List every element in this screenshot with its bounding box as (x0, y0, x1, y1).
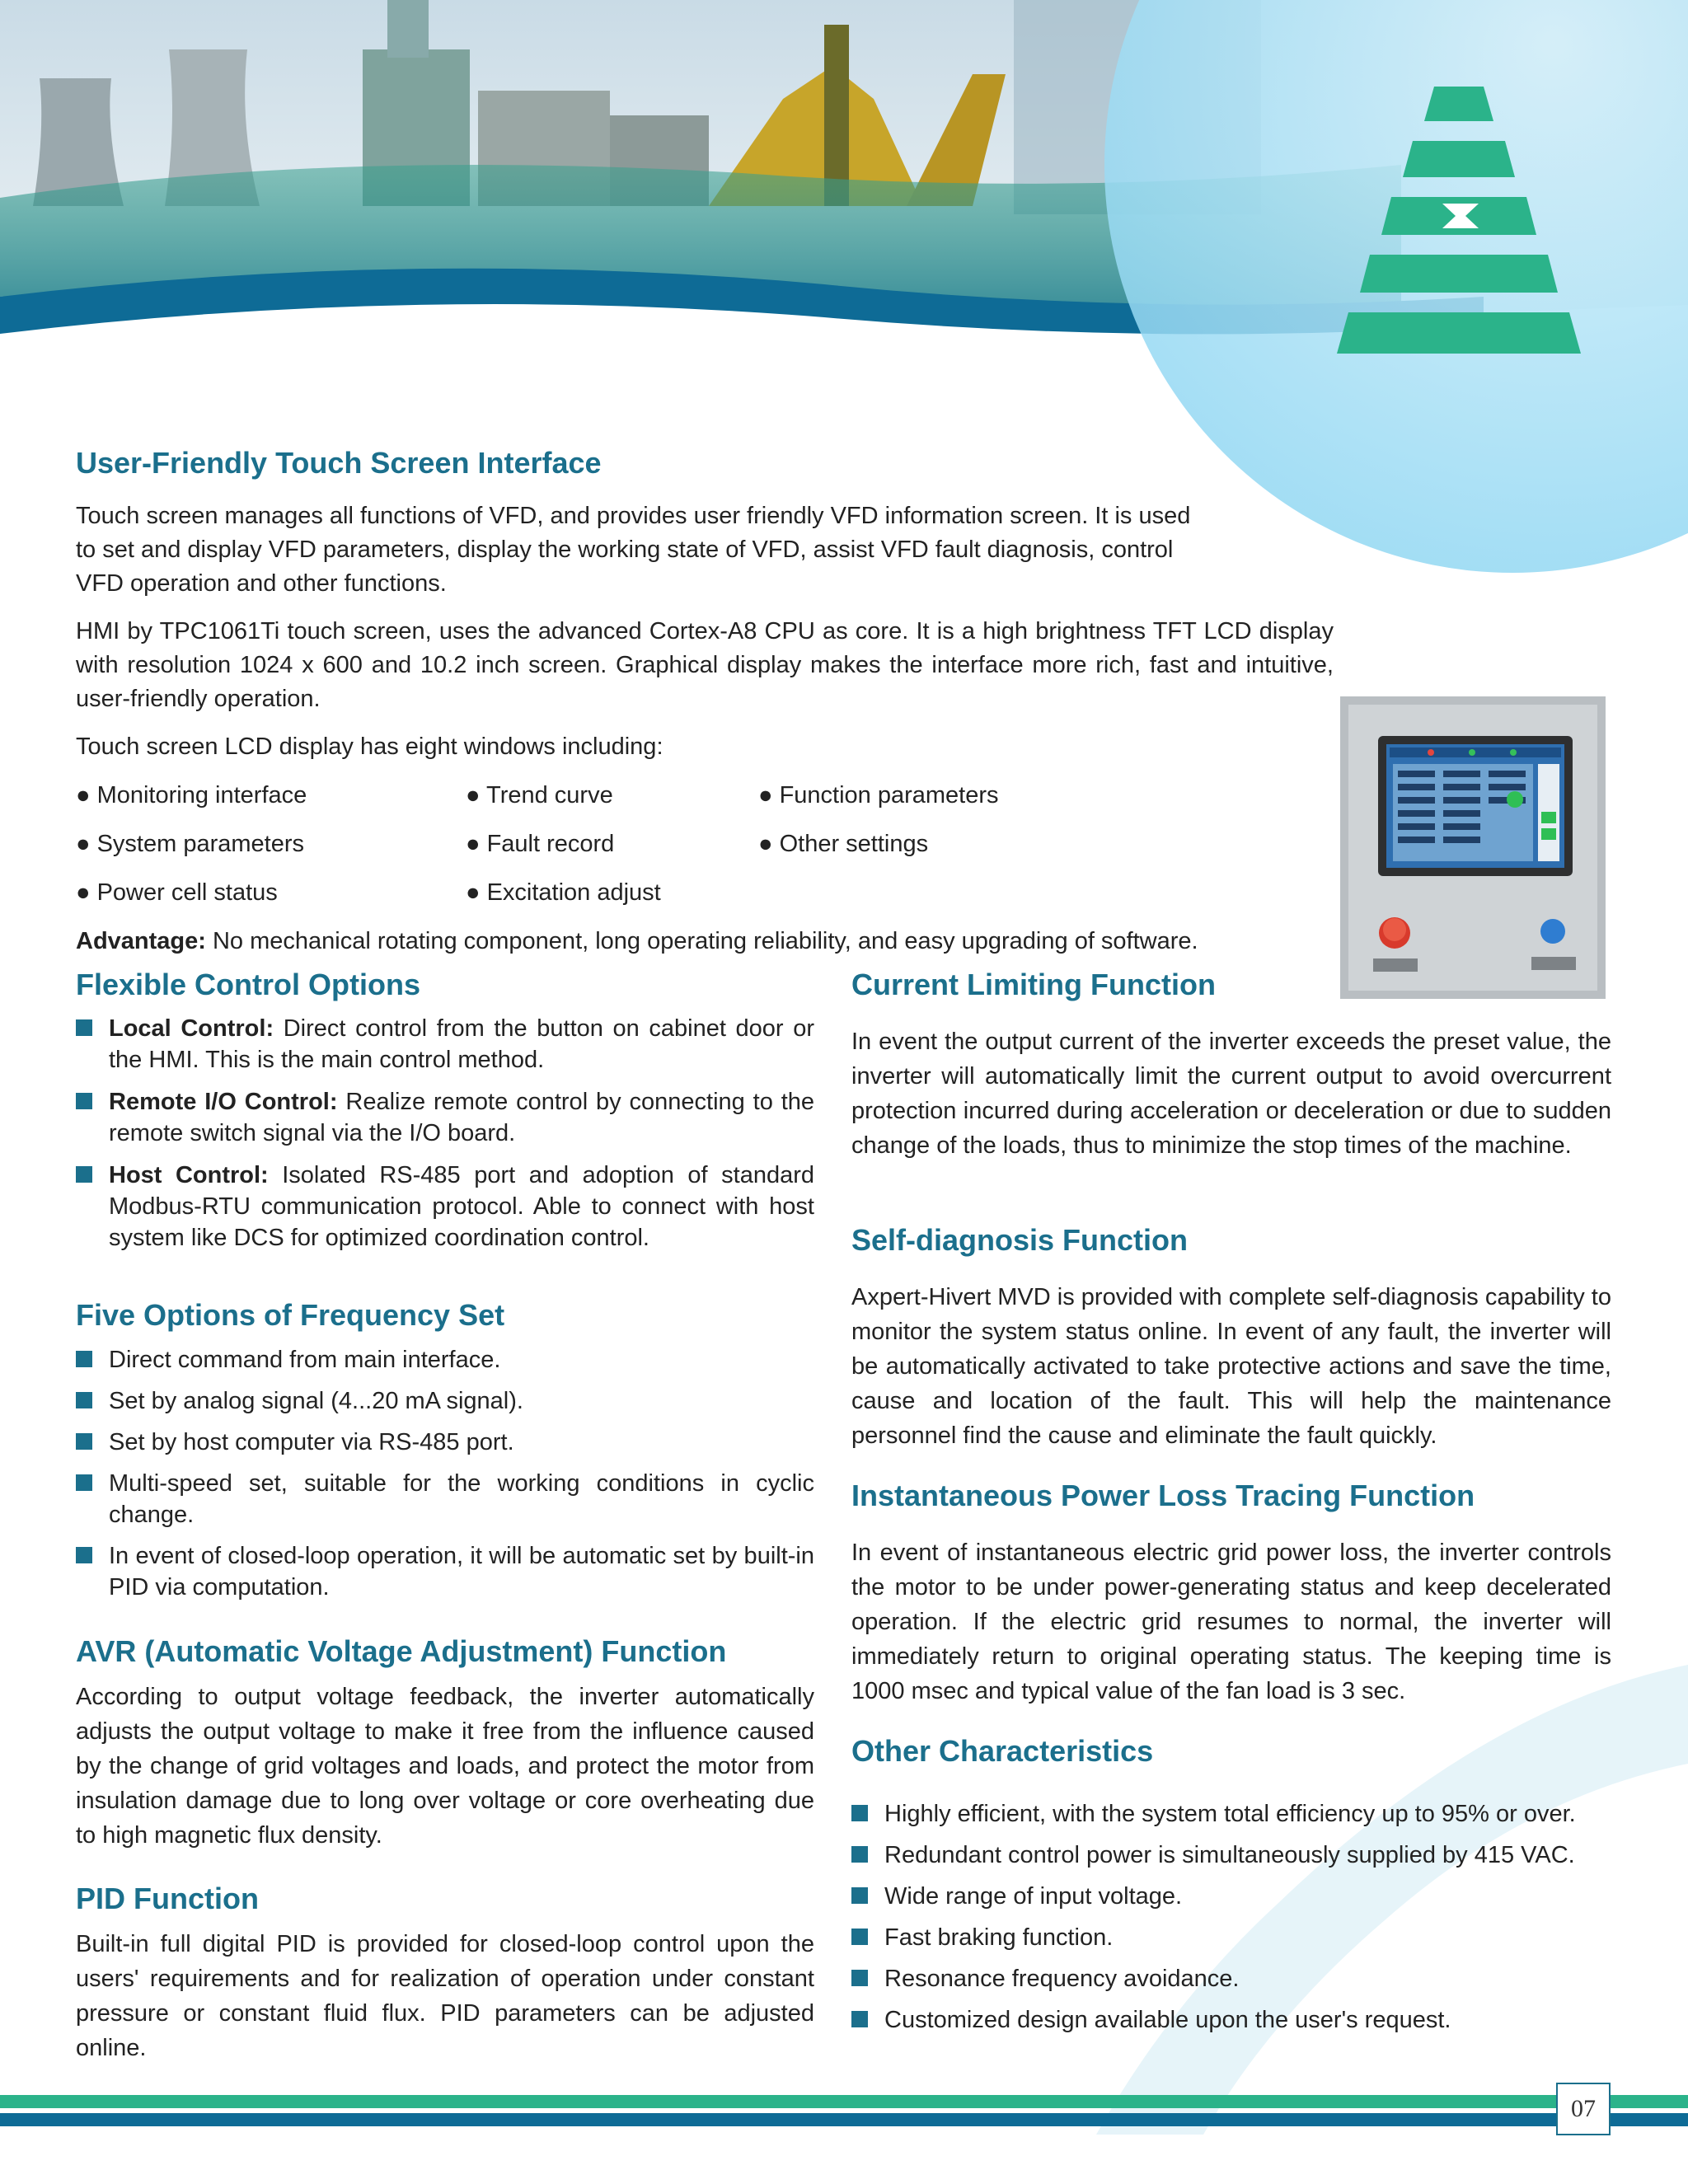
other-characteristics-list (851, 1793, 1611, 2041)
flexible-control-list (76, 1013, 814, 1254)
section-title-other-characteristics: Other Characteristics (851, 1734, 1154, 1768)
window-item: ● System parameters (76, 831, 304, 857)
section-title-touch-screen: User-Friendly Touch Screen Interface (76, 446, 602, 480)
window-item: ● Fault record (466, 831, 615, 857)
square-bullet-icon (76, 1547, 92, 1563)
section-title-self-diagnosis: Self-diagnosis Function (851, 1223, 1189, 1257)
square-bullet-icon (76, 1351, 92, 1367)
section-title-power-loss: Instantaneous Power Loss Tracing Function (851, 1479, 1475, 1512)
square-bullet-icon (76, 1019, 92, 1036)
list-item: Remote I/O Control: Realize remote control by connecting to the remote switch signal via the I/O board. (76, 1086, 814, 1149)
frequency-set-list (76, 1344, 814, 1603)
section-title-current-limiting: Current Limiting Function (851, 968, 1216, 1001)
pid-paragraph: Built-in full digital PID is provided for closed-loop control upon the users' requirements and for realization of operation under constant pressure or constant fluid flux. PID parameters can be adjusted online. (76, 1931, 814, 2061)
list-item: Set by host computer via RS-485 port. (76, 1427, 814, 1458)
section-title-avr: AVR (Automatic Voltage Adjustment) Function (76, 1634, 727, 1668)
list-item: Host Control: Isolated RS-485 port and adoption of standard Modbus-RTU communication protocol. Able to connect with host system like DCS for optimized coordination control. (76, 1160, 814, 1254)
list-item: Highly efficient, with the system total efficiency up to 95% or over. (851, 1793, 1611, 1835)
square-bullet-icon (76, 1474, 92, 1491)
square-bullet-icon (851, 1805, 868, 1821)
intro-paragraph-3: Touch screen LCD display has eight windows including: (76, 733, 663, 760)
list-item: Resonance frequency avoidance. (851, 1958, 1611, 1999)
list-item: Direct command from main interface. (76, 1344, 814, 1376)
square-bullet-icon (851, 1887, 868, 1904)
current-limiting-paragraph: In event the output current of the inverter exceeds the preset value, the inverter will automatically limit the current output to avoid overcurrent protection incurred during acceleration or deceleration or due to sudden change of the loads, thus to minimize the stop times of the machine. (851, 1029, 1611, 1159)
advantage-line (76, 925, 1345, 958)
square-bullet-icon (76, 1433, 92, 1450)
section-title-flexible-control: Flexible Control Options (76, 968, 421, 1001)
list-item: Set by analog signal (4...20 mA signal). (76, 1385, 814, 1417)
square-bullet-icon (851, 1970, 868, 1986)
intro-paragraph-2: HMI by TPC1061Ti touch screen, uses the advanced Cortex-A8 CPU as core. It is a high brightness TFT LCD display with resolution 1024 x 600 and 10.2 inch screen. Graphical display makes the interface more rich, fast and intuitive, user-friendly operation. (76, 618, 1334, 712)
section-title-frequency-set: Five Options of Frequency Set (76, 1298, 505, 1332)
window-item: ● Other settings (758, 831, 929, 857)
intro-paragraph-1: Touch screen manages all functions of VFD, and provides user friendly VFD information screen. It is used to set and display VFD parameters, display the working state of VFD, assist VFD fault diagnosis, control VFD operation and other functions. (76, 503, 1191, 597)
square-bullet-icon (76, 1166, 92, 1183)
window-item: ● Power cell status (76, 879, 278, 906)
list-item: Local Control: Direct control from the button on cabinet door or the HMI. This is the main control method. (76, 1013, 814, 1076)
section-title-pid: PID Function (76, 1882, 259, 1915)
square-bullet-icon (851, 1846, 868, 1863)
square-bullet-icon (851, 2011, 868, 2027)
list-item: In event of closed-loop operation, it will be automatic set by built-in PID via computation. (76, 1540, 814, 1603)
page-number: 07 (1556, 2083, 1611, 2135)
window-item: ● Excitation adjust (466, 879, 661, 906)
window-item: ● Trend curve (466, 782, 613, 808)
window-item: ● Function parameters (758, 782, 999, 808)
window-item: ● Monitoring interface (76, 782, 307, 808)
power-loss-paragraph: In event of instantaneous electric grid power loss, the inverter controls the motor to be under power-generating status and keep decelerated operation. If the electric grid resumes to normal, the inverter will immediately return to original operating status. The keeping time is 1000 msec and typical value of the fan load is 3 sec. (851, 1540, 1611, 1704)
square-bullet-icon (851, 1929, 868, 1945)
list-item: Redundant control power is simultaneously supplied by 415 VAC. (851, 1835, 1611, 1876)
self-diagnosis-paragraph: Axpert-Hivert MVD is provided with complete self-diagnosis capability to monitor the system status online. In event of any fault, the inverter will be automatically activated to take protective actions and save the time, cause and location of the fault. This will help the maintenance personnel find the cause and eliminate the fault quickly. (851, 1284, 1611, 1449)
list-item: Wide range of input voltage. (851, 1876, 1611, 1917)
avr-paragraph: According to output voltage feedback, the inverter automatically adjusts the output voltage to make it free from the influence caused by the change of grid voltages and loads, and protect the motor from insulation damage due to long over voltage or core overheating due to high magnetic flux density. (76, 1684, 814, 1849)
square-bullet-icon (76, 1093, 92, 1109)
advantage-text: No mechanical rotating component, long operating reliability, and easy upgrading of software. (205, 928, 1198, 954)
footer-bar (0, 2085, 1688, 2135)
square-bullet-icon (76, 1392, 92, 1408)
advantage-label: Advantage: (76, 928, 206, 954)
list-item: Multi-speed set, suitable for the working conditions in cyclic change. (76, 1468, 814, 1530)
list-item: Customized design available upon the user's request. (851, 1999, 1611, 2041)
hmi-panel-photo (1340, 696, 1606, 999)
list-item: Fast braking function. (851, 1917, 1611, 1958)
